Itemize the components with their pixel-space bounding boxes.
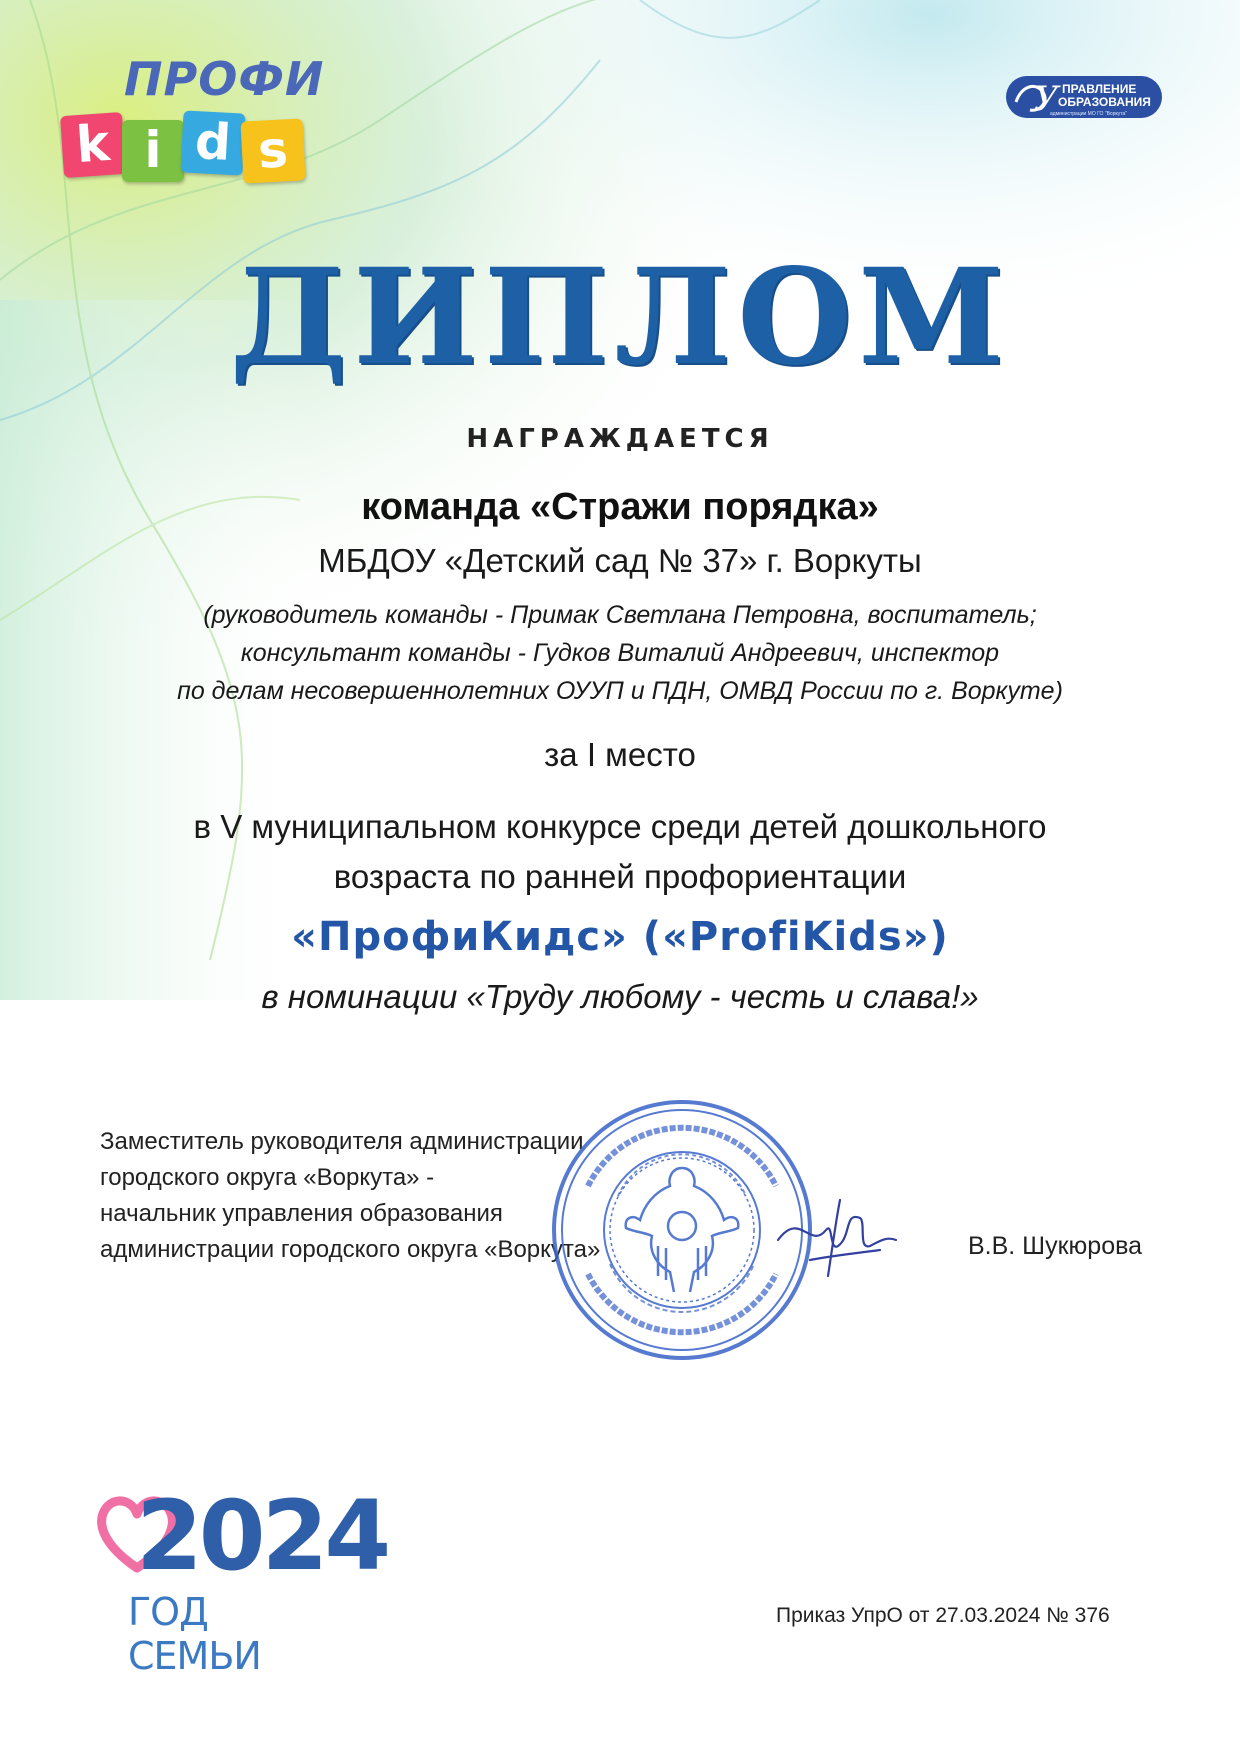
logo-upr-line2: ОБРАЗОВАНИЯ bbox=[1058, 95, 1151, 109]
contest-description bbox=[0, 802, 1240, 902]
logo-tile-k: k bbox=[60, 112, 126, 178]
signer-name: В.В. Шукюрова bbox=[968, 1232, 1142, 1260]
team-name: команда «Стражи порядка» bbox=[361, 486, 879, 528]
place-text: за I место bbox=[544, 736, 696, 773]
contest-line-1: в V муниципальном конкурсе среди детей дошкольного bbox=[193, 808, 1047, 845]
leaders-line-3: по делам несовершеннолетних ОУУП и ПДН, ОМВД России по г. Воркуте) bbox=[177, 677, 1063, 705]
profikids-logo bbox=[62, 52, 352, 202]
team-leaders bbox=[0, 596, 1240, 710]
year-number: 2024 bbox=[136, 1480, 388, 1592]
signer-line-3: начальник управления образования bbox=[100, 1200, 503, 1227]
contest-line-2: возраста по ранней профориентации bbox=[333, 858, 907, 895]
signer-position bbox=[100, 1124, 600, 1268]
logo-tile-d: d bbox=[180, 110, 245, 175]
signature bbox=[770, 1190, 900, 1280]
nomination-text: в номинации «Труду любому - честь и слава!» bbox=[261, 978, 979, 1015]
year-of-family-logo bbox=[92, 1480, 388, 1678]
education-department-logo bbox=[1004, 72, 1164, 122]
leaders-line-2: консультант команды - Гудков Виталий Андреевич, инспектор bbox=[240, 639, 1000, 667]
contest-name: «ПрофиКидс» («ProfiKids») bbox=[291, 914, 949, 960]
diploma-title: ДИПЛОМ bbox=[229, 240, 1011, 395]
year-caption: ГОД СЕМЬИ bbox=[128, 1590, 261, 1678]
logo-upr-line1: ПРАВЛЕНИЕ bbox=[1062, 82, 1137, 96]
signer-line-4: администрации городского округа «Воркута» bbox=[100, 1236, 601, 1263]
leaders-line-1: (руководитель команды - Примак Светлана Петровна, воспитатель; bbox=[203, 601, 1037, 629]
awarded-label: НАГРАЖДАЕТСЯ bbox=[466, 424, 774, 454]
logo-upr-sub: администрации МО ГО "Воркута" bbox=[1050, 111, 1128, 117]
logo-profi-text: ПРОФИ bbox=[124, 52, 325, 106]
signer-line-2: городского округа «Воркута» - bbox=[100, 1164, 435, 1191]
signer-line-1: Заместитель руководителя администрации bbox=[100, 1128, 584, 1155]
order-reference: Приказ УпрО от 27.03.2024 № 376 bbox=[776, 1604, 1110, 1627]
organization-name: МБДОУ «Детский сад № 37» г. Воркуты bbox=[318, 542, 922, 579]
logo-tile-s: s bbox=[240, 118, 305, 183]
logo-tile-i: i bbox=[122, 120, 184, 182]
svg-text:У: У bbox=[1034, 79, 1059, 119]
